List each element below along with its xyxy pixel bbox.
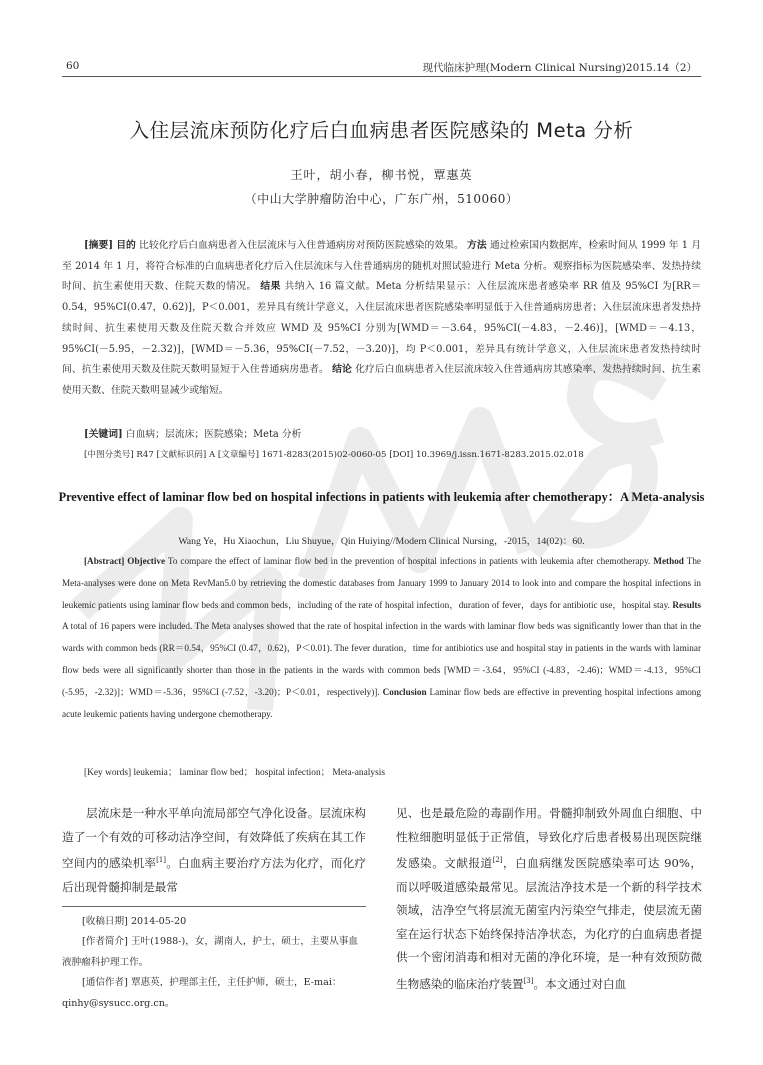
article-title-cn: 入住层流床预防化疗后白血病患者医院感染的 Meta 分析: [129, 119, 634, 142]
journal-name: 现代临床护理(Modern Clinical Nursing)2015.14（2）: [422, 62, 697, 74]
footnote: [62, 912, 366, 1014]
objective-label-en: Objective: [127, 556, 166, 566]
method-cn: 通过检索国内数据库，检索时间从 1999 年 1 月至 2014 年 1 月，将符合标准的白血病患者化疗后入住层流床与入住普通病房的随机对照试验进行 Meta 分析。观察指标为医院感染率、发热持续时间、抗生素使用天数、住院天数的情况。: [62, 240, 702, 293]
result-cn: 共纳入 16 篇文献。Meta 分析结果显示：入住层流床患者感染率 RR 值及 95%CI 为[RR＝0.54，95%CI(0.47，0.62)]，P＜0.001，差异具有统计学意义，入住层流床患者医院感染率明显低于入住普通病房患者；入住层流床患者发热持续时间、抗生素使用天数及住院天数合并效应 WMD 及 95%CI 分别为[WMD＝－3.64，95%CI(－4.83，－2.46)]，[WMD＝－4.13，95%CI(－5.95，－2.32)]，[WMD＝－5.36，95%CI(－7.52，－3.20)]，均 P＜0.001，差异具有统计学意义，入住层流床患者发热持续时间、抗生素使用天数及住院天数明显短于入住普通病房患者。: [62, 281, 702, 376]
keywords-en-label: [Key words]: [84, 768, 132, 778]
method-label-en: Method: [653, 556, 684, 566]
method-en: The Meta-analyses were done on Meta RevMan5.0 by retrieving the domestic databases from January 1999 to January 2014 to look into and compare the hospital infections in leukemic patients using laminar flow beds and common beds，including of the rate of hospital infection，duration of fever，days for antibiotic use，hospital stay.: [62, 556, 702, 610]
received-date: [62, 912, 366, 932]
author-bio-text: 王叶(1988-)，女，湖南人，护士，硕士，主要从事血液肿瘤科护理工作。: [62, 936, 358, 968]
corresponding-label: [通信作者]: [82, 977, 128, 989]
article-title-en: Preventive effect of laminar flow bed on hospital infections in patients with leukemia after chemotherapy：A Meta-analysis: [58, 490, 705, 504]
received-label: [收稿日期]: [82, 916, 128, 927]
abstract-cn: [62, 236, 701, 402]
keywords-cn-label: [关键词]: [84, 429, 123, 440]
reference-3-link[interactable]: [3]: [523, 977, 534, 986]
author-bio-label: [作者简介]: [82, 936, 128, 948]
keywords-en-text: leukemia； laminar flow bed； hospital infection； Meta-analysis: [133, 768, 385, 778]
citation-en: Wang Ye，Hu Xiaochun，Liu Shuyue，Qin Huiying//Modern Clinical Nursing，-2015，14(02)：60.: [178, 536, 585, 547]
body-right-text-3: 。本文通过对白血: [533, 976, 627, 991]
body-right-text-2: ，白血病继发医院感染率可达 90%，而以呼吸道感染最常见。层流洁净技术是一个新的科学技术领域，洁净空气将层流无菌室内污染空气排走，使层流无菌室在运行状态下始终保持洁净状态，为化疗的白血病患者提供一个密闭消毒和相对无菌的净化环境，是一种有效预防微生物感染的临床治疗装置: [396, 856, 702, 991]
author-bio: [62, 932, 366, 973]
corresponding-author: [62, 973, 366, 1014]
objective-en: To compare the effect of laminar flow bed in the prevention of hospital infections in patients with leukemia after chemotherapy.: [167, 556, 651, 566]
running-header: [62, 58, 701, 77]
keywords-cn: [84, 426, 701, 444]
corresponding-text: 覃惠英，护理部主任，主任护师，硕士，E-mai：qinhy@sysucc.org.cn。: [62, 977, 342, 1009]
abstract-en-label: [Abstract]: [84, 556, 125, 566]
conclusion-label-cn: 结论: [332, 364, 352, 376]
abstract-en: [62, 551, 701, 725]
footnote-divider: [62, 906, 366, 907]
body-left-column: [62, 802, 366, 899]
keywords-cn-text: 白血病；层流床；医院感染；Meta 分析: [125, 429, 302, 440]
page-number: 60: [66, 60, 80, 72]
reference-2-link[interactable]: [2]: [492, 856, 503, 865]
conclusion-label-en: Conclusion: [382, 686, 427, 697]
classification-line: [中图分类号] R47 [文献标识码] A [文章编号] 1671-8283(2015)02-0060-05 [DOI] 10.3969/j.issn.1671-8283.2015.02.018: [84, 450, 584, 460]
abstract-cn-label: [摘要]: [84, 240, 114, 251]
result-label-cn: 结果: [260, 281, 281, 293]
objective-label-cn: 目的: [116, 240, 136, 251]
conclusion-en: Laminar flow beds are effective in preventing hospital infections among acute leukemic patients having undergone chemotherapy.: [62, 686, 701, 719]
body-left-text: 层流床是一种水平单向流局部空气净化设备。层流床构造了一个有效的可移动洁净空间，有效降低了疾病在其工作空间内的感染机率: [62, 806, 366, 871]
conclusion-cn: 化疗后白血病患者入住层流床较入住普通病房其感染率、发热持续时间、抗生素使用天数、住院天数明显减少或缩短。: [62, 364, 701, 396]
body-left-text-end: 。白血病主要治疗方法为化疗，而化疗后出现骨髓抑制是最常: [62, 856, 366, 894]
result-label-en: Results: [672, 599, 702, 610]
affiliation-cn: （中山大学肿瘤防治中心，广东广州，510060）: [244, 192, 519, 206]
body-right-text-1: 见、也是最危险的毒副作用。骨髓抑制致外周血白细胞、中性粒细胞明显低于正常值，导致化疗后患者极易出现医院继发感染。文献报道: [396, 806, 702, 871]
authors-cn: 王叶，胡小春，柳书悦，覃惠英: [290, 168, 473, 182]
body-right-column: [396, 802, 702, 996]
received-value: 2014-05-20: [130, 916, 187, 927]
reference-1-link[interactable]: [1]: [156, 856, 167, 865]
result-en: A total of 16 papers were included. The Meta analyses showed that the rate of hospital infection in the wards with laminar flow beds was significantly lower than that in the wards with common beds (RR＝0.54，95%CI (0.47，0.62)，P＜0.01). The fever duration，time for antibiotics use and hospital stay in patients in the wards with laminar flow beds were all significantly shorter than those in the patients in the wards with common beds [WMD＝-3.64，95%CI (-4.83，-2.46)；WMD＝-4.13，95%CI (-5.95，-2.32)]；WMD＝-5.36，95%CI (-7.52，-3.20)；P＜0.01，respectively)].: [62, 621, 701, 697]
objective-cn: 比较化疗后白血病患者入住层流床与入住普通病房对预防医院感染的效果。: [139, 240, 464, 251]
keywords-en: [84, 764, 701, 778]
method-label-cn: 方法: [467, 240, 487, 251]
